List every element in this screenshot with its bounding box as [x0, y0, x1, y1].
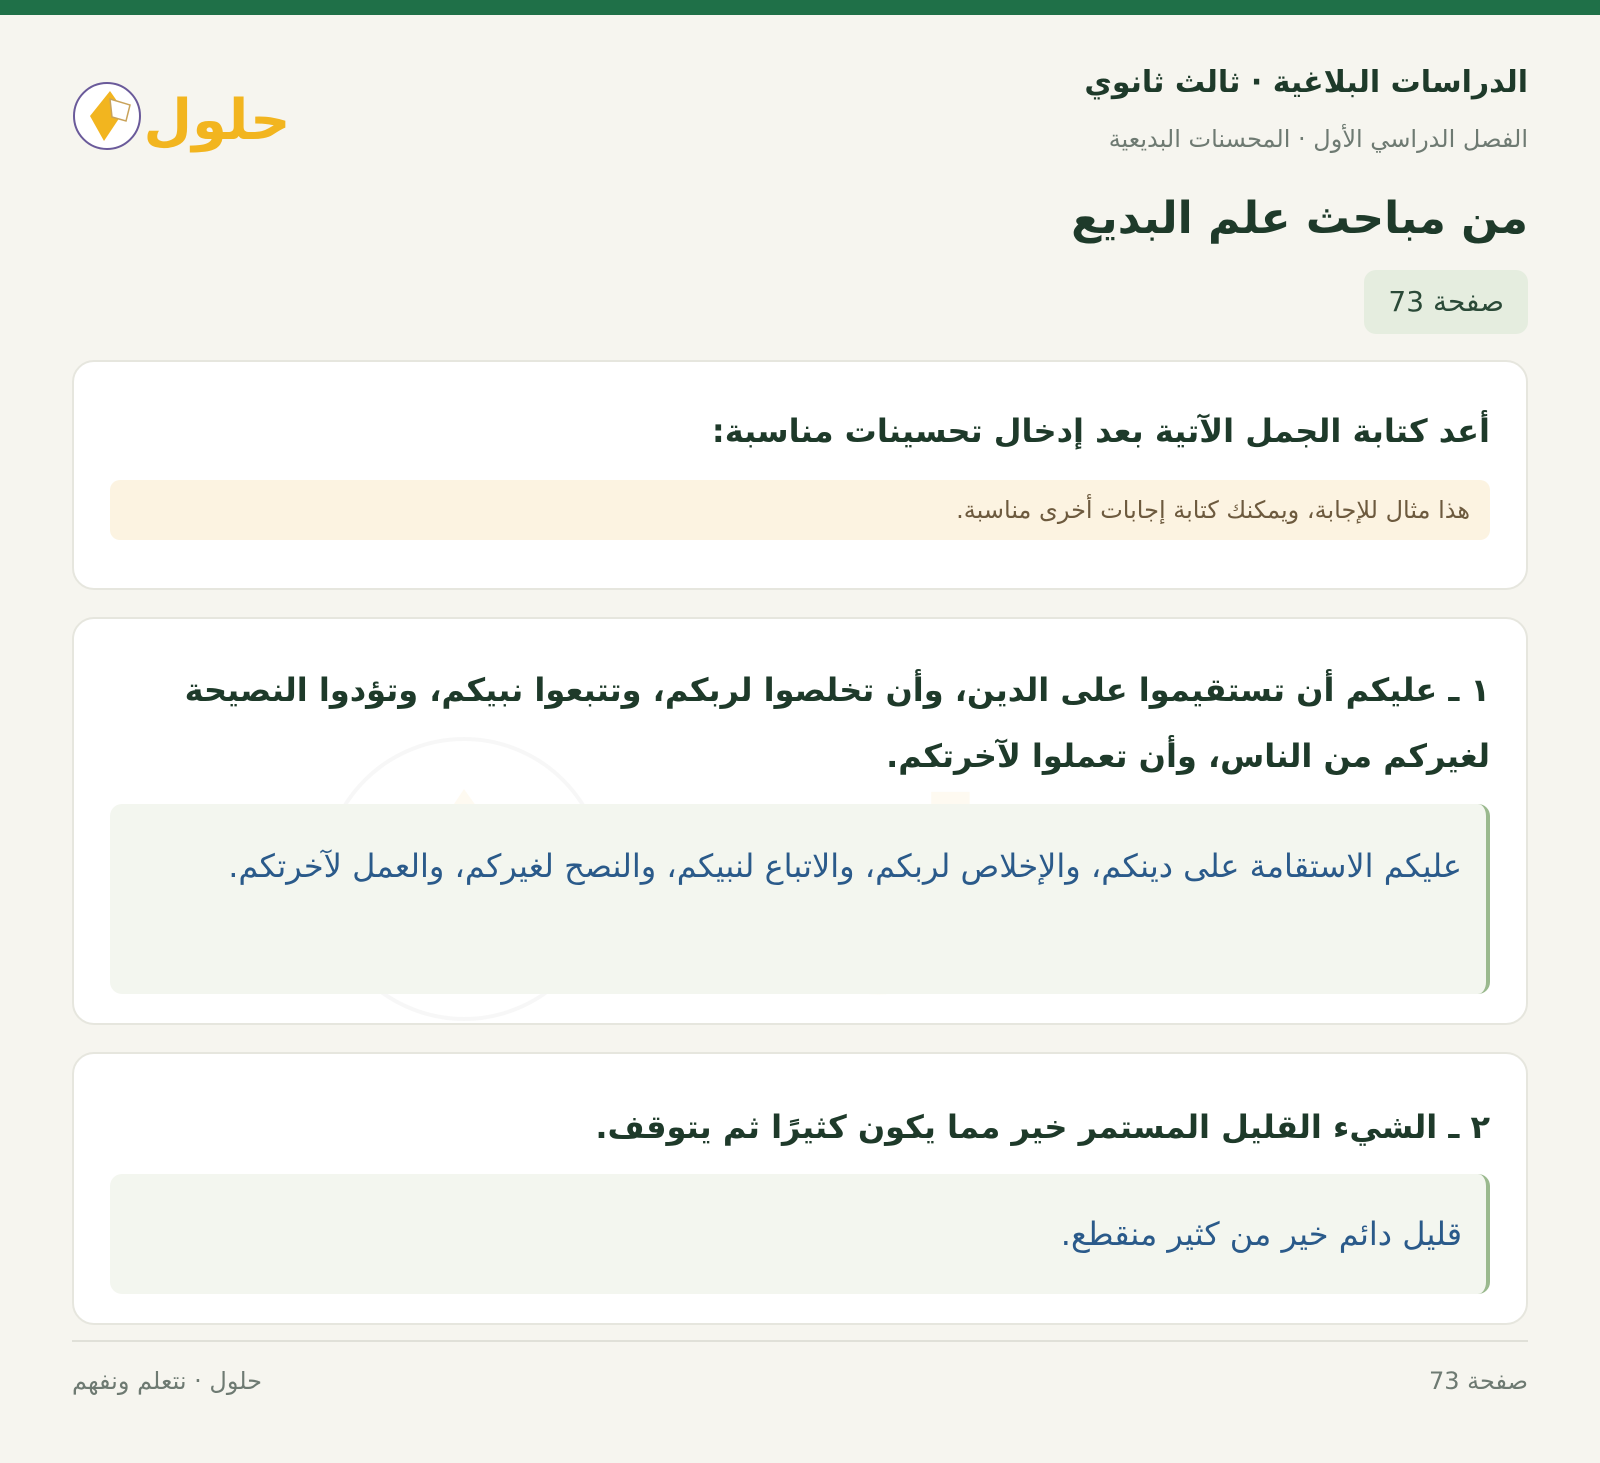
question-card-2: [72, 1052, 1528, 1325]
hulul-logo: [72, 71, 302, 161]
top-accent-bar: [0, 0, 1600, 15]
instructions-card: [72, 360, 1528, 590]
footer-divider: [72, 1340, 1528, 1342]
page-badge: صفحة 73: [1364, 270, 1528, 334]
lesson-title: من مباحث علم البديع: [1071, 193, 1528, 244]
page-header: [72, 15, 1528, 345]
footer-page-number: صفحة 73: [1428, 1367, 1528, 1395]
logo-text: حلول: [143, 88, 291, 153]
question-2-text: ٢ ـ الشيء القليل المستمر خير مما يكون كثيرًا ثم يتوقف.: [595, 1108, 1490, 1146]
instructions-note: هذا مثال للإجابة، ويمكنك كتابة إجابات أخرى مناسبة.: [110, 480, 1490, 540]
instructions-heading: أعد كتابة الجمل الآتية بعد إدخال تحسينات مناسبة:: [711, 412, 1490, 450]
question-card-1: [72, 617, 1528, 1025]
page: [72, 15, 1528, 1463]
answer-1: عليكم الاستقامة على دينكم، والإخلاص لربكم، والاتباع لنبيكم، والنصح لغيركم، والعمل لآخرتكم.: [110, 804, 1490, 994]
answer-2: قليل دائم خير من كثير منقطع.: [110, 1174, 1490, 1294]
course-subtitle: الفصل الدراسي الأول · المحسنات البديعية: [1108, 125, 1528, 153]
course-title: الدراسات البلاغية · ثالث ثانوي: [1084, 65, 1528, 100]
question-1-text: ١ ـ عليكم أن تستقيموا على الدين، وأن تخلصوا لربكم، وتتبعوا نبيكم، وتؤدوا النصيحة لغيركم من الناس، وأن تعملوا لآخرتكم.: [184, 671, 1490, 775]
footer-brand: حلول · نتعلم ونفهم: [72, 1367, 262, 1395]
